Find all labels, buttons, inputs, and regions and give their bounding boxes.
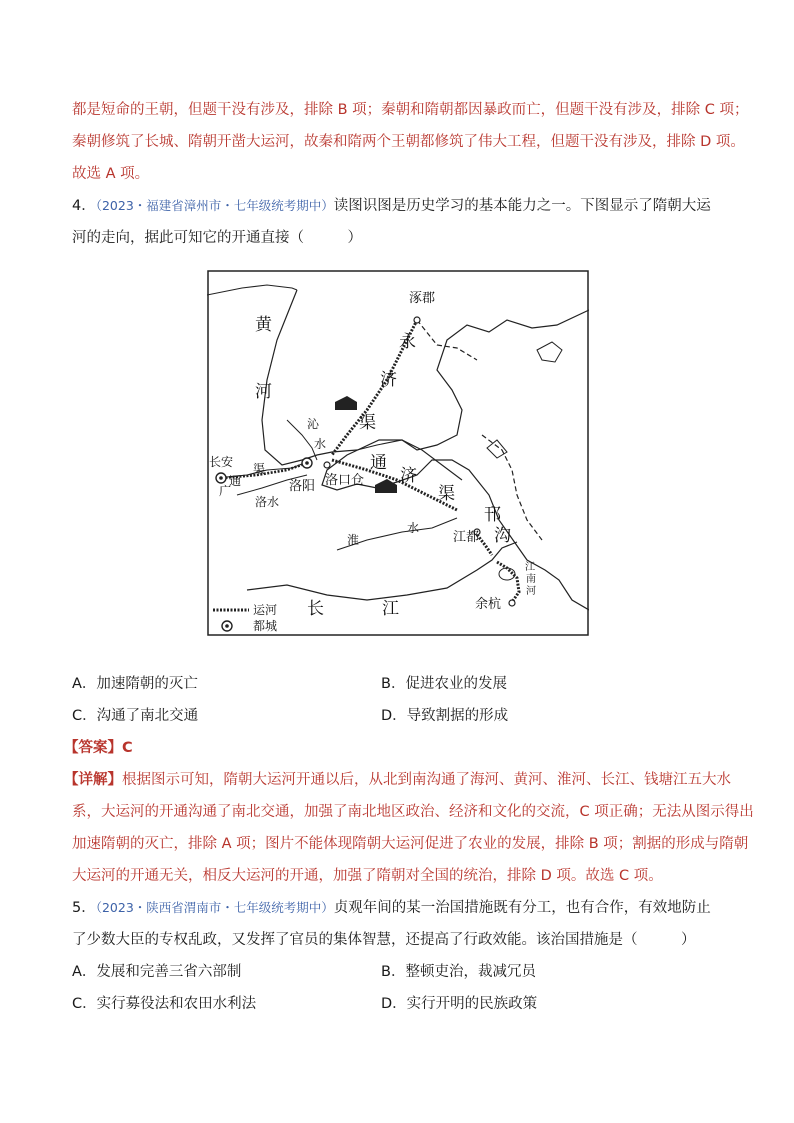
label-qu-2: 渠	[253, 462, 266, 476]
label-shui-1: 水	[314, 437, 327, 451]
label-ji-2: 济	[400, 466, 417, 486]
q4-answer-value: C	[122, 740, 133, 756]
label-changan: 长安	[209, 455, 234, 469]
q4-detail-line-4: 大运河的开通无关，相反大运河的开通，加强了隋朝对全国的统治，排除 D 项。故选 C 项。	[72, 868, 663, 884]
luokoucang-marker	[324, 462, 330, 468]
q4-stem-line-2: 河的走向，据此可知它的开通直接（ ）	[72, 230, 362, 246]
q4-answer-label: 【答案】	[64, 740, 122, 756]
legend-capital-label: 都城	[253, 619, 278, 633]
q4-number: 4．	[72, 198, 96, 214]
label-tong-2: 通	[370, 453, 387, 473]
q4-stem-part-1: 读图识图是历史学习的基本能力之一。下图显示了隋朝大运	[333, 198, 711, 214]
prev-answer-line-1: 都是短命的王朝，但题干没有涉及，排除 B 项；秦朝和隋朝都因暴政而亡，但题干没有涉及，排除 C 项；	[72, 102, 749, 118]
label-guang: 广	[219, 484, 232, 498]
q5-number: 5．	[72, 900, 96, 916]
q4-source: （2023・福建省漳州市・七年级统考期中）	[95, 198, 334, 213]
q5-option-d[interactable]: D．实行开明的民族政策	[381, 996, 538, 1012]
grand-canal-map	[207, 270, 589, 636]
label-jiangnan-he: 河	[526, 586, 536, 597]
label-shui-2: 水	[407, 521, 420, 535]
q4-detail-label: 【详解】	[64, 772, 122, 788]
label-huang: 黄	[255, 315, 272, 335]
label-zhuojun: 涿郡	[409, 291, 436, 306]
q4-option-b[interactable]: B．促进农业的发展	[381, 676, 507, 692]
label-chang: 长	[307, 599, 324, 619]
q5-stem-part-1: 贞观年间的某一治国措施既有分工，也有合作，有效地防止	[333, 900, 711, 916]
q5-stem-line-1	[72, 898, 711, 918]
q5-source: （2023・陕西省渭南市・七年级统考期中）	[95, 900, 334, 915]
q4-stem-line-1	[72, 196, 711, 216]
label-han: 邗	[484, 505, 501, 525]
label-luoshui: 洛水	[255, 495, 280, 509]
label-qu-1: 渠	[359, 413, 376, 433]
q4-detail-line-2: 系，大运河的开通沟通了南北交通，加强了南北地区政治、经济和文化的交流，C 项正确；无法从图示得出	[72, 804, 754, 820]
q4-detail-line-1	[64, 770, 731, 790]
q4-detail-text-1: 根据图示可知，隋朝大运河开通以后，从北到南沟通了海河、黄河、淮河、长江、钱塘江五大水	[122, 772, 731, 788]
label-ji-1: 济	[380, 370, 397, 390]
label-jiangnan-jiang: 江	[525, 562, 535, 573]
zhuojun-marker	[414, 317, 420, 323]
label-luokoucang: 洛口仓	[325, 473, 365, 488]
label-yuhang: 余杭	[475, 597, 502, 612]
label-gou: 沟	[494, 526, 511, 546]
yuhang-marker	[509, 600, 515, 606]
q5-option-c[interactable]: C．实行募役法和农田水利法	[72, 996, 257, 1012]
q4-option-c[interactable]: C．沟通了南北交通	[72, 708, 199, 724]
q5-option-b[interactable]: B．整顿吏治，裁减冗员	[381, 964, 536, 980]
q4-answer	[64, 738, 133, 758]
label-jiangdu: 江都	[453, 530, 480, 545]
legend-canal-label: 运河	[253, 603, 278, 617]
label-he: 河	[255, 382, 272, 402]
q4-option-a[interactable]: A．加速隋朝的灭亡	[72, 676, 198, 692]
q4-detail-line-3: 加速隋朝的灭亡，排除 A 项；图片不能体现隋朝大运河促进了农业的发展，排除 B 项；割据的形成与隋朝	[72, 836, 749, 852]
label-jiang: 江	[382, 599, 399, 619]
label-qin: 沁	[307, 417, 320, 431]
q5-stem-line-2: 了少数大臣的专权乱政，又发挥了官员的集体智慧，还提高了行政效能。该治国措施是（ ）	[72, 932, 696, 948]
label-luoyang: 洛阳	[289, 479, 316, 494]
label-tong-1: 通	[229, 474, 242, 488]
label-qu-3: 渠	[438, 484, 455, 504]
prev-answer-line-2: 秦朝修筑了长城、隋朝开凿大运河，故秦和隋两个王朝都修筑了伟大工程，但题干没有涉及，排除 D 项。	[72, 134, 745, 150]
prev-answer-line-3: 故选 A 项。	[72, 166, 150, 182]
q5-option-a[interactable]: A．发展和完善三省六部制	[72, 964, 242, 980]
label-huai: 淮	[347, 533, 360, 547]
label-jiangnan-nan: 南	[526, 574, 536, 585]
q4-option-d[interactable]: D．导致割据的形成	[381, 708, 509, 724]
label-yong: 永	[399, 332, 416, 352]
